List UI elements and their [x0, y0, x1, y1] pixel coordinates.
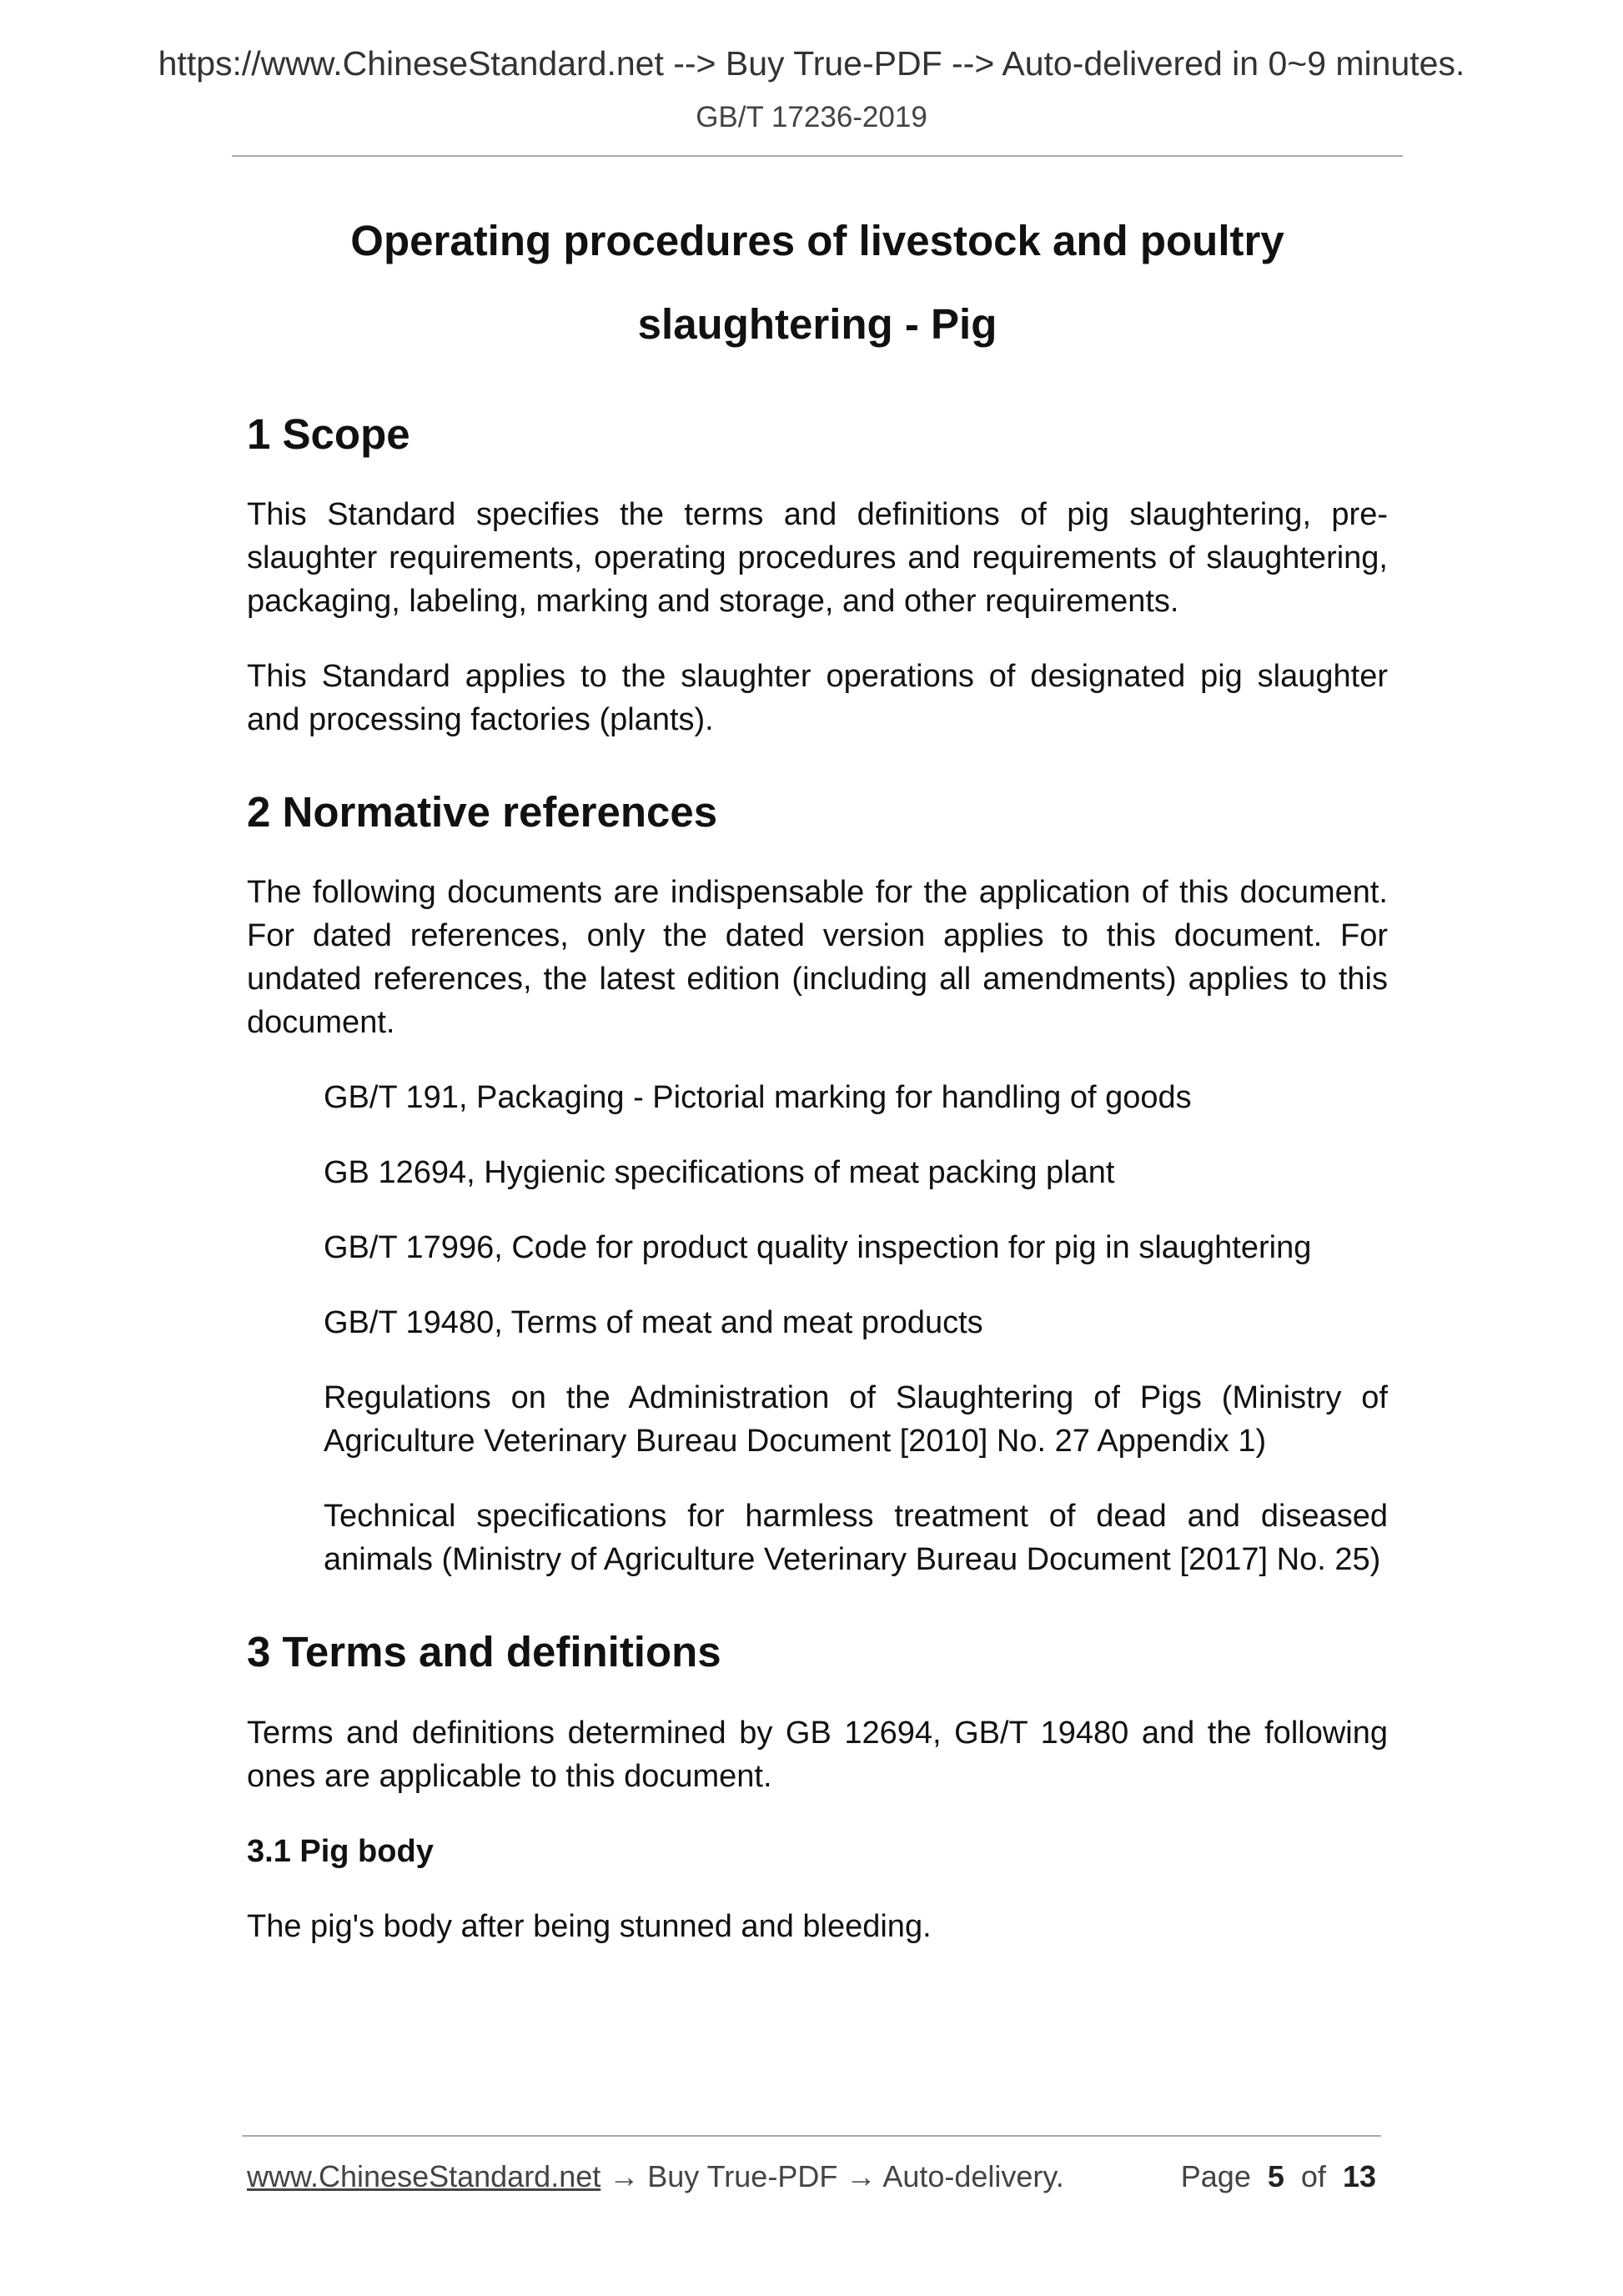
term-definition-pig-body: The pig's body after being stunned and bleeding.	[247, 1908, 932, 1944]
reference-list	[324, 1076, 1388, 1581]
reference-item: Regulations on the Administration of Slaughtering of Pigs (Ministry of Agriculture Veterinary Bureau Document [2010] No. 27 Appendix 1)	[324, 1380, 1388, 1459]
page-word: Page	[1180, 2159, 1251, 2193]
header-standard-code: GB/T 17236-2019	[696, 101, 927, 133]
normative-intro-paragraph: The following documents are indispensable for the application of this document. For dated references, only the dated version applies to this document. For undated references, the latest edition (including all amendments) applies to this document.	[247, 875, 1388, 1041]
section-heading-normative-references: 2 Normative references	[247, 788, 718, 837]
reference-item: GB/T 191, Packaging - Pictorial marking for handling of goods	[324, 1080, 1192, 1116]
section-heading-scope: 1 Scope	[247, 410, 410, 458]
reference-item: GB/T 17996, Code for product quality inspection for pig in slaughtering	[324, 1230, 1312, 1266]
terms-intro-paragraph: Terms and definitions determined by GB 12694, GB/T 19480 and the following ones are applicable to this document.	[247, 1715, 1388, 1794]
footer-promo-tail: → Buy True-PDF → Auto-delivery.	[600, 2159, 1064, 2193]
footer-promo	[247, 2158, 1064, 2194]
reference-item: GB/T 19480, Terms of meat and meat products	[324, 1305, 983, 1341]
reference-item: GB 12694, Hygienic specifications of meat packing plant	[324, 1155, 1115, 1191]
scope-paragraph-1: This Standard specifies the terms and definitions of pig slaughtering, pre-slaughter requirements, operating procedures and requirements of slaughtering, packaging, labeling, marking and storage, and other requirements.	[247, 497, 1388, 620]
page-indicator	[1181, 2158, 1376, 2194]
document-title-line-1: Operating procedures of livestock and poultry	[350, 217, 1284, 264]
document-body	[247, 409, 1388, 1980]
footer-site-link[interactable]: www.ChineseStandard.net	[247, 2159, 601, 2193]
header-divider	[232, 155, 1403, 157]
term-heading-pig-body: 3.1 Pig body	[247, 1833, 434, 1869]
reference-item: Technical specifications for harmless treatment of dead and diseased animals (Ministry of Agriculture Veterinary Bureau Document [2017] No. 25)	[324, 1499, 1388, 1578]
page-current-number: 5	[1267, 2159, 1284, 2193]
section-heading-terms-and-definitions: 3 Terms and definitions	[247, 1628, 721, 1676]
header-url-line: https://www.ChineseStandard.net --> Buy True-PDF --> Auto-delivered in 0~9 minutes.	[158, 44, 1465, 83]
page-of-word: of	[1300, 2159, 1326, 2193]
page-total-number: 13	[1342, 2159, 1376, 2193]
scope-paragraph-2: This Standard applies to the slaughter operations of designated pig slaughter and processing factories (plants).	[247, 659, 1388, 738]
footer-divider	[242, 2135, 1381, 2137]
document-title-line-2: slaughtering - Pig	[637, 300, 997, 348]
